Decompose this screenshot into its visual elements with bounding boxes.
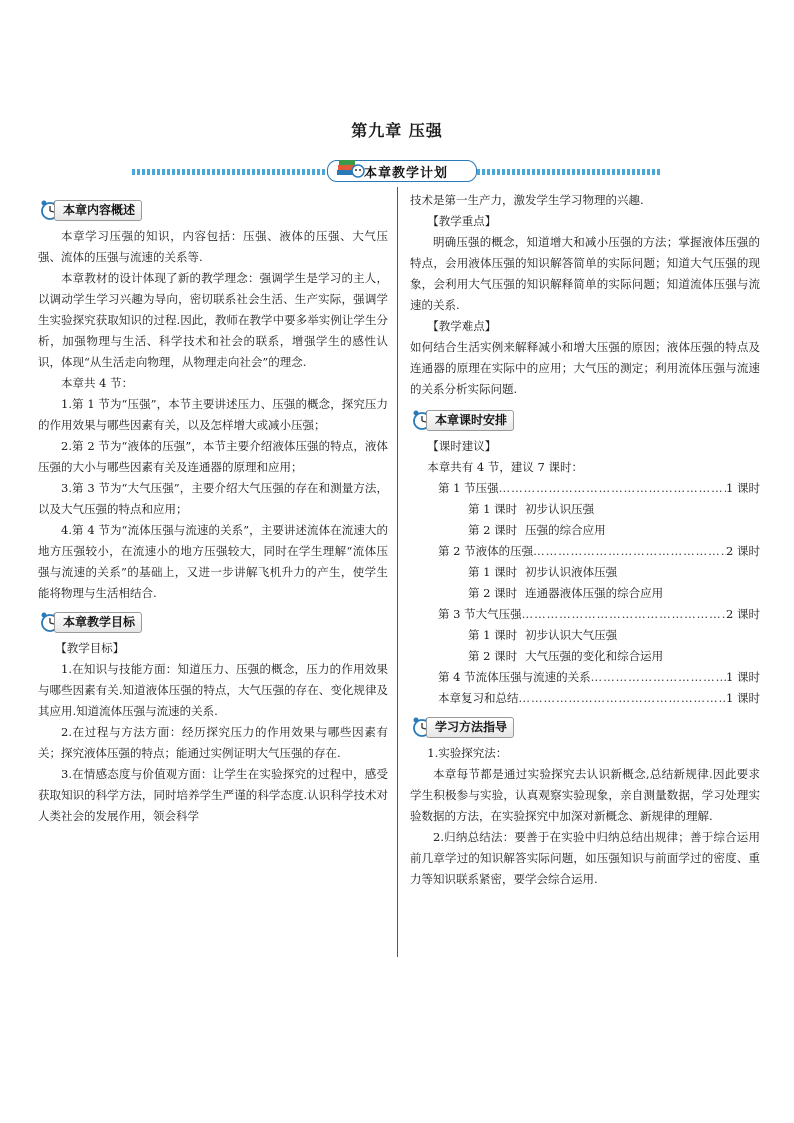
- schedule-subrow: 第 1 课时 初步认识大气压强: [468, 628, 618, 642]
- section-heading-methods: [410, 715, 760, 739]
- subheading: 【教学目标】: [55, 641, 125, 655]
- schedule-subrow: 第 2 课时 连通器液体压强的综合应用: [468, 586, 664, 600]
- paragraph: 3.第 3 节为“大气压强”，主要介绍大气压强的存在和测量方法，以及大气压强的特点和应用；: [38, 481, 388, 516]
- section-heading-schedule: [410, 408, 760, 432]
- paragraph-continued: 技术是第一生产力，激发学生学习物理的兴趣.: [410, 193, 644, 207]
- paragraph: 明确压强的概念，知道增大和减小压强的方法；掌握液体压强的特点，会用液体压强的知识解答简单的实际问题；知道大气压强的现象，会利用大气压强的知识解释简单的实际问题；知道流体压强与流速的关系.: [410, 235, 760, 312]
- paragraph: 本章教材的设计体现了新的教学理念：强调学生是学习的主人，以调动学生学习兴趣为导向，密切联系社会生活、生产实际，强调学生实验探究获取知识的过程.因此，教师在教学中要多举实例让学生分析，加强物理与生活、科学技术和社会的联系，增强学生的感性认识，体现“从生活走向物理，从物理走向社会”的理念.: [38, 271, 388, 369]
- paragraph: 2.第 2 节为“液体的压强”，本节主要介绍液体压强的特点，液体压强的大小与哪些因素有关及连通器的原理和应用；: [38, 439, 388, 474]
- schedule-row: 第 4 节流体压强与流速的关系 …………………………………………………………………………………… 1 课时: [438, 667, 760, 688]
- paragraph: 本章学习压强的知识，内容包括：压强、液体的压强、大气压强、流体的压强与流速的关系等.: [38, 229, 388, 264]
- books-icon: [335, 156, 365, 180]
- paragraph: 2.在过程与方法方面：经历探究压力的作用效果与哪些因素有关；探究液体压强的特点；能通过实例证明大气压强的存在.: [38, 725, 388, 760]
- subheading: 【课时建议】: [427, 439, 497, 453]
- paragraph: 本章每节都是通过实验探究去认识新概念,总结新规律.因此要求学生积极参与实验，认真观察实验现象，亲自测量数据，学习处理实验数据的方法，在实验探究中加深对新概念、新规律的理解.: [410, 767, 760, 823]
- schedule-row: 本章复习和总结 …………………………………………………………………………………… 1 课时: [438, 688, 760, 709]
- schedule-subrow: 第 1 课时 初步认识压强: [468, 502, 595, 516]
- paragraph: 本章共 4 节：: [61, 376, 134, 390]
- left-column: [38, 196, 388, 827]
- paragraph: 3.在情感态度与价值观方面：让学生在实验探究的过程中，感受获取知识的科学方法，同时培养学生严谨的科学态度.认识科学技术对人类社会的发展作用，领会科学: [38, 767, 388, 823]
- section-banner: [132, 160, 662, 182]
- section-title: 本章课时安排: [426, 410, 514, 431]
- section-title: 学习方法指导: [426, 717, 514, 738]
- paragraph: 1.第 1 节为“压强”，本节主要讲述压力、压强的概念，探究压力的作用效果与哪些因素有关，以及怎样增大或减小压强；: [38, 397, 388, 432]
- schedule-list: [410, 478, 760, 709]
- subheading: 【教学重点】: [427, 214, 497, 228]
- paragraph: 本章共有 4 节，建议 7 课时：: [427, 460, 584, 474]
- subheading: 【教学难点】: [427, 319, 497, 333]
- section-heading-goals: [38, 610, 388, 634]
- schedule-row: 第 3 节大气压强 …………………………………………………………………………………… 2 课时: [438, 604, 760, 625]
- paragraph: 如何结合生活实例来解释减小和增大压强的原因；液体压强的特点及连通器的原理在实际中的应用；大气压的测定；利用流体压强与流速的关系分析实际问题.: [410, 340, 760, 396]
- paragraph: 4.第 4 节为“流体压强与流速的关系”，主要讲述流体在流速大的地方压强较小，在流速小的地方压强较大，同时在学生理解“流体压强与流速的关系”的基础上，又进一步讲解飞机升力的产生，使学生能将物理与生活相结合.: [38, 523, 388, 600]
- section-heading-overview: [38, 198, 388, 222]
- paragraph: 2.归纳总结法：要善于在实验中归纳总结出规律；善于综合运用前几章学过的知识解答实际问题，如压强知识与前面学过的密度、重力等知识联系紧密，要学会综合运用.: [410, 830, 760, 886]
- banner-stripe-left: [132, 169, 332, 175]
- schedule-row: 第 2 节液体的压强 …………………………………………………………………………………… 2 课时: [438, 541, 760, 562]
- schedule-row: 第 1 节压强 …………………………………………………………………………………… 1 课时: [438, 478, 760, 499]
- page-title: 第九章 压强: [351, 121, 443, 140]
- schedule-subrow: 第 2 课时 压强的综合应用: [468, 523, 606, 537]
- right-column: [410, 190, 760, 890]
- schedule-subrow: 第 1 课时 初步认识液体压强: [468, 565, 618, 579]
- subheading: 1.实验探究法：: [427, 746, 508, 760]
- schedule-subrow: 第 2 课时 大气压强的变化和综合运用: [468, 649, 664, 663]
- section-title: 本章内容概述: [54, 200, 142, 221]
- banner-label: 本章教学计划: [364, 166, 449, 181]
- paragraph: 1.在知识与技能方面：知道压力、压强的概念，压力的作用效果与哪些因素有关.知道液体压强的特点，大气压强的存在、变化规律及其应用.知道流体压强与流速的关系.: [38, 662, 388, 718]
- section-title: 本章教学目标: [54, 612, 142, 633]
- column-divider: [397, 187, 398, 957]
- banner-stripe-right: [477, 169, 662, 175]
